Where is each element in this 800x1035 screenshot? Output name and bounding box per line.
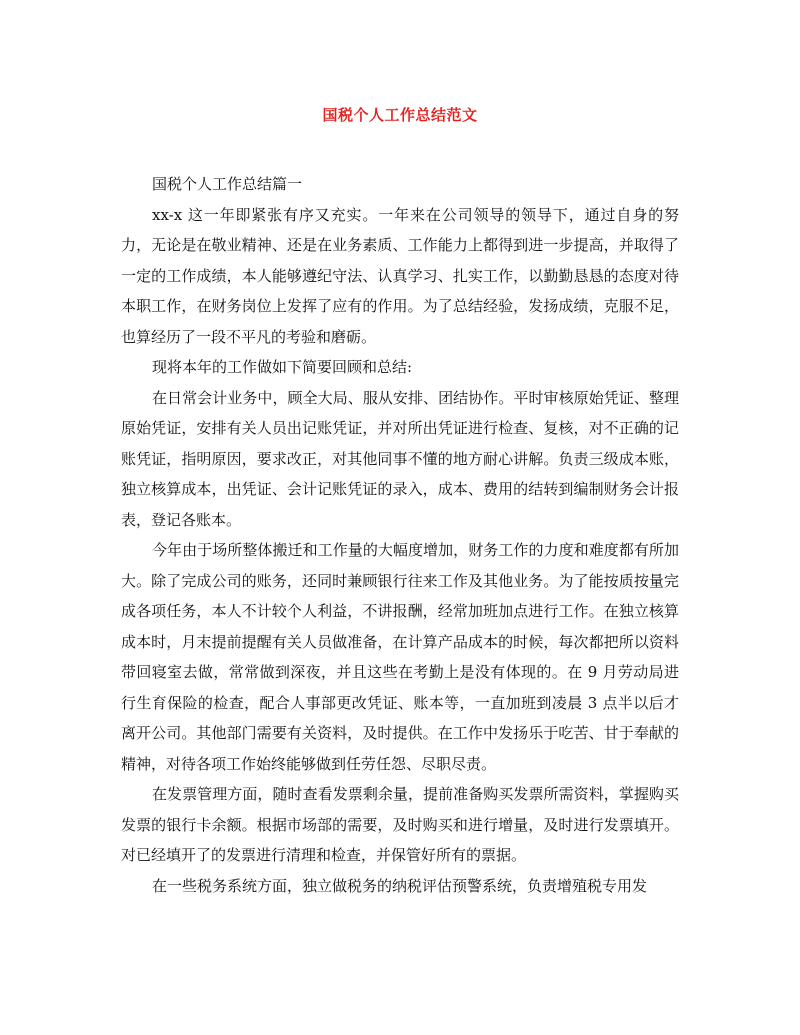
document-body <box>121 169 679 901</box>
body-paragraph: xx-x 这一年即紧张有序又充实。一年来在公司领导的领导下，通过自身的努力，无论是在敬业精神、还是在业务素质、工作能力上都得到进一步提高，并取得了一定的工作成绩，本人能够遵纪守法、认真学习、扎实工作，以勤勤恳恳的态度对待本职工作，在财务岗位上发挥了应有的作用。为了总结经验，发扬成绩，克服不足，也算经历了一段不平凡的考验和磨砺。 <box>121 205 679 346</box>
body-paragraph: 今年由于场所整体搬迁和工作量的大幅度增加，财务工作的力度和难度都有所加大。除了完成公司的账务，还同时兼顾银行往来工作及其他业务。为了能按质按量完成各项任务，本人不计较个人利益，不讲报酬，经常加班加点进行工作。在独立核算成本时，月末提前提醒有关人员做准备，在计算产品成本的时候，每次都把所以资料带回寝室去做，常常做到深夜，并且这些在考勤上是没有体现的。在 9 月劳动局进行生育保险的检查，配合人事部更改凭证、账本等，一直加班到凌晨 3 点半以后才离开公司。其他部门需要有关资料，及时提供。在工作中发扬乐于吃苦、甘于奉献的精神，对待各项工作始终能够做到任劳任怨、尽职尽责。 <box>121 541 679 773</box>
body-paragraph: 在日常会计业务中，顾全大局、服从安排、团结协作。平时审核原始凭证、整理原始凭证，安排有关人员出记账凭证，并对所出凭证进行检查、复核，对不正确的记账凭证，指明原因，要求改正，对其他同事不懂的地方耐心讲解。负责三级成本账，独立核算成本，出凭证、会计记账凭证的录入，成本、费用的结转到编制财务会计报表，登记各账本。 <box>121 388 679 529</box>
body-paragraph: 在发票管理方面，随时查看发票剩余量，提前准备购买发票所需资料，掌握购买发票的银行卡余额。根据市场部的需要，及时购买和进行增量，及时进行发票填开。对已经填开了的发票进行清理和检查，并保管好所有的票据。 <box>121 785 679 864</box>
document-title: 国税个人工作总结范文 <box>322 106 478 124</box>
body-paragraph: 在一些税务系统方面，独立做税务的纳税评估预警系统，负责增殖税专用发 <box>152 876 648 895</box>
section-heading: 国税个人工作总结篇一 <box>152 175 303 193</box>
body-paragraph: 现将本年的工作做如下简要回顾和总结: <box>152 358 413 376</box>
